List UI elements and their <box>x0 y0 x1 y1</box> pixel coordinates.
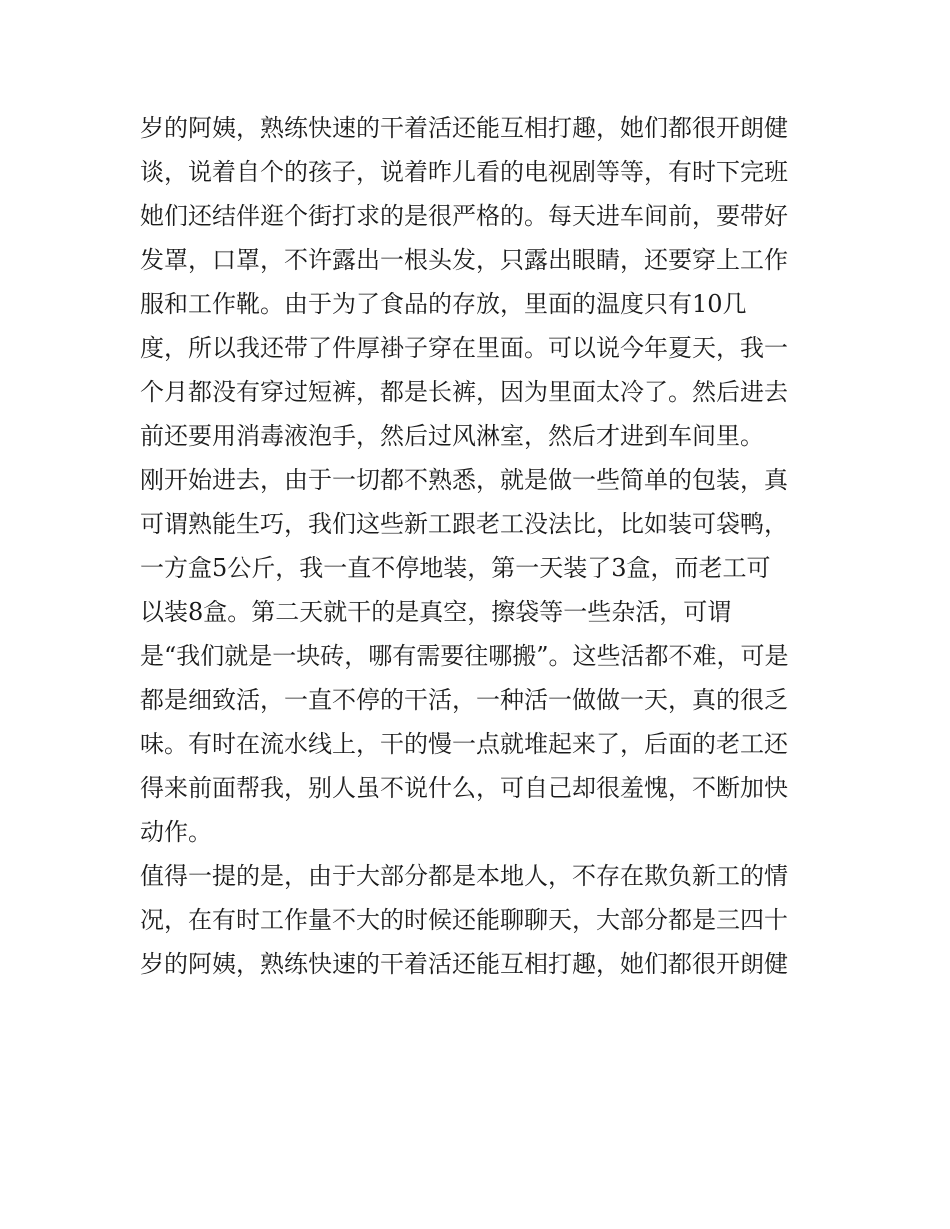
text-line: 可谓熟能生巧，我们这些新工跟老工没法比，比如装可袋鸭， <box>140 510 788 538</box>
text-line: 个月都没有穿过短裤，都是长裤，因为里面太冷了。然后进去 <box>140 378 788 406</box>
text-line: 岁的阿姨，熟练快速的干着活还能互相打趣，她们都很开朗健 <box>140 114 788 142</box>
text-line: 谈，说着自个的孩子，说着昨儿看的电视剧等等，有时下完班 <box>140 158 788 186</box>
text-line: 都是细致活，一直不停的干活，一种活一做做一天，真的很乏 <box>140 686 788 714</box>
text-line: 以装8盒。第二天就干的是真空，擦袋等一些杂活，可谓 <box>140 598 732 626</box>
text-line: 是“我们就是一块砖，哪有需要往哪搬”。这些活都不难，可是 <box>140 642 789 670</box>
text-line: 刚开始进去，由于一切都不熟悉，就是做一些简单的包装，真 <box>140 466 788 494</box>
text-line: 前还要用消毒液泡手，然后过风淋室，然后才进到车间里。 <box>140 422 764 450</box>
text-line: 一方盒5公斤，我一直不停地装，第一天装了3盒，而老工可 <box>140 554 771 582</box>
text-line: 服和工作靴。由于为了食品的存放，里面的温度只有10几 <box>140 290 747 318</box>
text-line: 动作。 <box>140 818 212 846</box>
text-line: 她们还结伴逛个街打求的是很严格的。每天进车间前，要带好 <box>140 202 788 230</box>
text-line: 得来前面帮我，别人虽不说什么，可自己却很羞愧，不断加快 <box>140 774 788 802</box>
text-line: 值得一提的是，由于大部分都是本地人，不存在欺负新工的情 <box>140 862 788 890</box>
text-line: 发罩，口罩，不许露出一根头发，只露出眼睛，还要穿上工作 <box>140 246 788 274</box>
body-text <box>140 106 830 986</box>
text-line: 况，在有时工作量不大的时候还能聊聊天，大部分都是三四十 <box>140 906 788 934</box>
text-line: 味。有时在流水线上，干的慢一点就堆起来了，后面的老工还 <box>140 730 788 758</box>
text-line: 度，所以我还带了件厚褂子穿在里面。可以说今年夏天，我一 <box>140 334 788 362</box>
text-line: 岁的阿姨，熟练快速的干着活还能互相打趣，她们都很开朗健 <box>140 950 788 978</box>
